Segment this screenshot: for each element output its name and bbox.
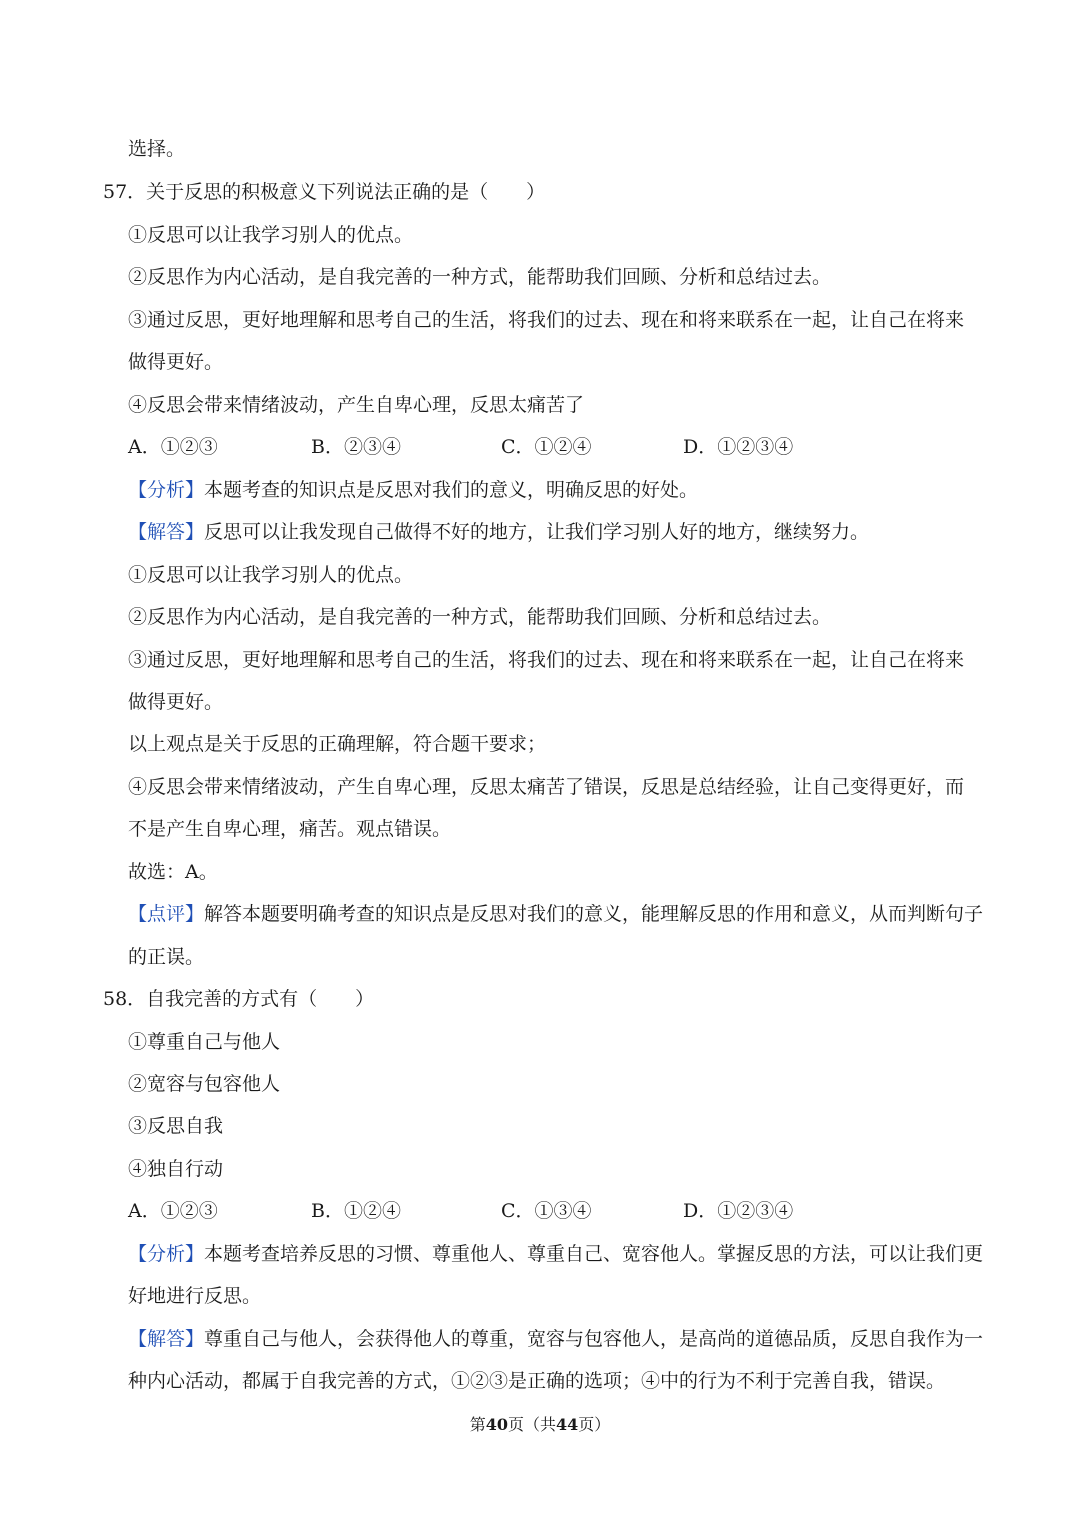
q57-answer <box>128 519 869 545</box>
q57-option-a: A．①②③ <box>128 436 218 458</box>
footer-post: 页） <box>578 1415 611 1434</box>
question-58-stem: 58．自我完善的方式有（ ） <box>103 988 375 1010</box>
q58-item-3: ③反思自我 <box>128 1115 224 1137</box>
comment-tag: 【点评】 <box>128 903 205 925</box>
q57-answer-line-8: 故选：A。 <box>128 861 218 883</box>
q58-analysis <box>128 1241 983 1267</box>
q57-item-3: ③通过反思，更好地理解和思考自己的生活，将我们的过去、现在和将来联系在一起，让自己在将来 <box>128 309 965 331</box>
q58-answer-cont: 种内心活动，都属于自我完善的方式，①②③是正确的选项；④中的行为不利于完善自我，错误。 <box>128 1370 946 1392</box>
q58-item-4: ④独自行动 <box>128 1158 224 1180</box>
q57-answer-line-3: ③通过反思，更好地理解和思考自己的生活，将我们的过去、现在和将来联系在一起，让自己在将来 <box>128 649 965 671</box>
answer-text: 反思可以让我发现自己做得不好的地方，让我们学习别人好的地方，继续努力。 <box>204 521 870 543</box>
analysis-tag: 【分析】 <box>128 479 205 501</box>
q58-answer <box>128 1326 983 1352</box>
q57-analysis <box>128 477 698 503</box>
q57-item-1: ①反思可以让我学习别人的优点。 <box>128 224 414 246</box>
footer-mid: 页（共 <box>507 1415 556 1434</box>
q57-option-b: B．②③④ <box>311 436 401 458</box>
q57-item-4: ④反思会带来情绪波动，产生自卑心理，反思太痛苦了 <box>128 394 585 416</box>
q58-item-1: ①尊重自己与他人 <box>128 1031 281 1053</box>
q58-option-c: C．①③④ <box>501 1200 592 1222</box>
q57-comment <box>128 901 983 927</box>
footer-pre: 第 <box>469 1415 486 1434</box>
q58-item-2: ②宽容与包容他人 <box>128 1073 281 1095</box>
analysis-tag: 【分析】 <box>128 1243 205 1265</box>
comment-text: 解答本题要明确考查的知识点是反思对我们的意义，能理解反思的作用和意义，从而判断句子 <box>204 903 984 925</box>
answer-tag: 【解答】 <box>128 1328 205 1350</box>
q57-option-d: D．①②③④ <box>683 436 794 458</box>
q58-option-b: B．①②④ <box>311 1200 401 1222</box>
page-total: 44 <box>556 1415 579 1434</box>
q57-answer-line-4: 做得更好。 <box>128 691 224 713</box>
q58-analysis-cont: 好地进行反思。 <box>128 1285 262 1307</box>
page-number: 40 <box>485 1415 508 1434</box>
q57-comment-cont: 的正误。 <box>128 946 205 968</box>
analysis-text: 本题考查培养反思的习惯、尊重他人、尊重自己、宽容他人。掌握反思的方法，可以让我们更 <box>204 1243 984 1265</box>
q57-item-2: ②反思作为内心活动，是自我完善的一种方式，能帮助我们回顾、分析和总结过去。 <box>128 266 832 288</box>
q57-option-c: C．①②④ <box>501 436 592 458</box>
q57-answer-line-5: 以上观点是关于反思的正确理解，符合题干要求； <box>128 733 547 755</box>
analysis-text: 本题考查的知识点是反思对我们的意义，明确反思的好处。 <box>204 479 699 501</box>
q57-answer-line-1: ①反思可以让我学习别人的优点。 <box>128 564 414 586</box>
q58-option-d: D．①②③④ <box>683 1200 794 1222</box>
q57-answer-line-7: 不是产生自卑心理，痛苦。观点错误。 <box>128 818 452 840</box>
answer-text: 尊重自己与他人，会获得他人的尊重，宽容与包容他人，是高尚的道德品质，反思自我作为一 <box>204 1328 984 1350</box>
answer-tag: 【解答】 <box>128 521 205 543</box>
q57-item-3-cont: 做得更好。 <box>128 351 224 373</box>
q57-answer-line-2: ②反思作为内心活动，是自我完善的一种方式，能帮助我们回顾、分析和总结过去。 <box>128 606 832 628</box>
question-57-stem: 57．关于反思的积极意义下列说法正确的是（ ） <box>103 181 546 203</box>
q58-option-a: A．①②③ <box>128 1200 218 1222</box>
page-footer <box>0 1413 1080 1437</box>
q57-answer-line-6: ④反思会带来情绪波动，产生自卑心理，反思太痛苦了错误，反思是总结经验，让自己变得更好，而 <box>128 776 965 798</box>
prev-answer-tail: 选择。 <box>128 138 186 160</box>
